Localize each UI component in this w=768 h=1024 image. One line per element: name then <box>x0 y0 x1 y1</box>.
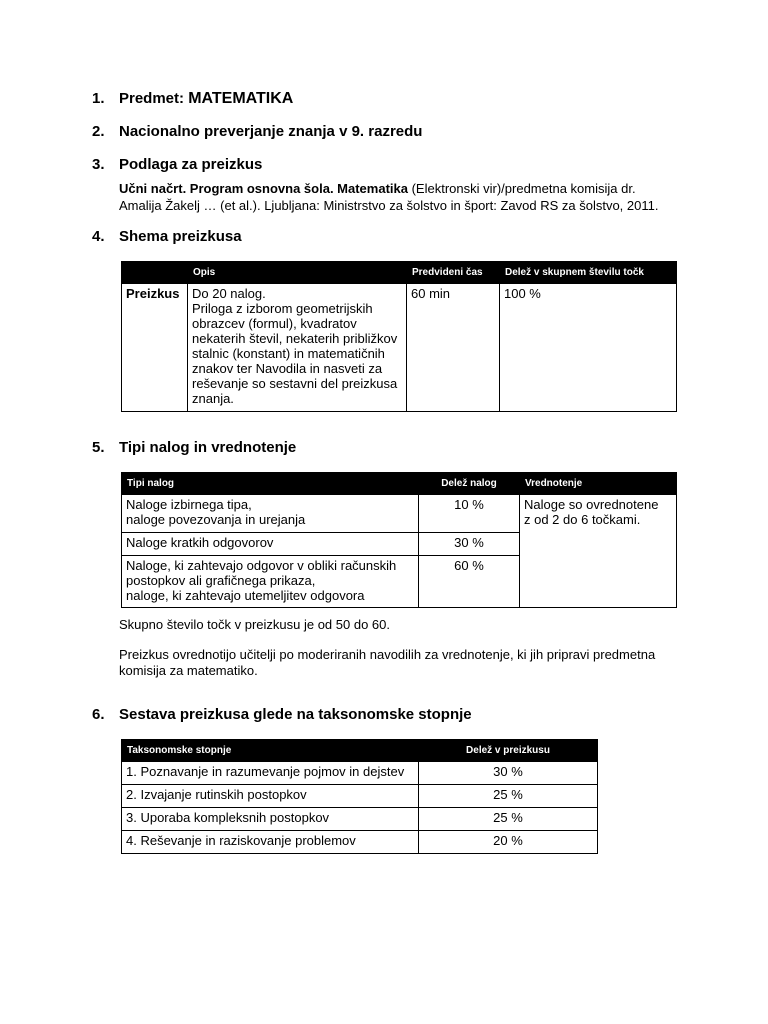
task-type-cell: Naloge izbirnega tipa, naloge povezovanja in urejanja <box>122 495 419 533</box>
scheme-time: 60 min <box>407 284 500 412</box>
task-evaluation-cell: Naloge so ovrednotene z od 2 do 6 točkami. <box>520 495 677 608</box>
taxonomy-header-level: Taksonomske stopnje <box>122 740 419 762</box>
taxonomy-header-share: Delež v preizkusu <box>419 740 598 762</box>
section-number: 3. <box>92 156 105 173</box>
scheme-row-label: Preizkus <box>122 284 188 412</box>
task-header-type: Tipi nalog <box>122 473 419 495</box>
taxonomy-level-cell: 1. Poznavanje in razumevanje pojmov in dejstev <box>122 762 419 785</box>
section-2-heading <box>92 123 422 140</box>
section-1-heading <box>92 90 293 108</box>
subject-name: MATEMATIKA <box>188 90 294 107</box>
scheme-table <box>121 261 677 412</box>
task-type-cell: Naloge kratkih odgovorov <box>122 533 419 556</box>
scheme-header-share: Delež v skupnem številu točk <box>500 262 677 284</box>
taxonomy-share-cell: 25 % <box>419 808 598 831</box>
section-number: 5. <box>92 439 105 456</box>
reference-rest: (Elektronski vir)/predmetna komisija dr. Amalija Žakelj … (et al.). Ljubljana: Ministrstvo za šolstvo in šport: Zavod RS za šolstvo, 2011. <box>119 181 659 213</box>
section-4-heading <box>92 228 242 245</box>
section-5-heading <box>92 439 296 456</box>
section-label: Nacionalno preverjanje znanja v 9. razredu <box>119 123 423 140</box>
section-label: Shema preizkusa <box>119 228 242 245</box>
taxonomy-share-cell: 20 % <box>419 831 598 854</box>
task-share-cell: 60 % <box>419 556 520 608</box>
taxonomy-level-cell: 3. Uporaba kompleksnih postopkov <box>122 808 419 831</box>
task-header-eval: Vrednotenje <box>520 473 677 495</box>
points-note: Skupno število točk v preizkusu je od 50 do 60. <box>119 617 390 632</box>
scheme-header-empty <box>122 262 188 284</box>
task-share-cell: 10 % <box>419 495 520 533</box>
taxonomy-level-cell: 2. Izvajanje rutinskih postopkov <box>122 785 419 808</box>
taxonomy-share-cell: 30 % <box>419 762 598 785</box>
taxonomy-table <box>121 739 598 854</box>
taxonomy-level-cell: 4. Reševanje in raziskovanje problemov <box>122 831 419 854</box>
scheme-header-time: Predvideni čas <box>407 262 500 284</box>
task-types-table <box>121 472 677 608</box>
task-type-cell: Naloge, ki zahtevajo odgovor v obliki računskih postopkov ali grafičnega prikaza, naloge, ki zahtevajo utemeljitev odgovora <box>122 556 419 608</box>
section-label: Podlaga za preizkus <box>119 156 263 173</box>
task-share-cell: 30 % <box>419 533 520 556</box>
section-number: 1. <box>92 90 105 107</box>
grading-note: Preizkus ovrednotijo učitelji po moderiranih navodilih za vrednotenje, ki jih pripravi predmetna komisija za matematiko. <box>119 647 656 678</box>
section-number: 2. <box>92 123 105 140</box>
reference-text <box>119 180 679 214</box>
scheme-description: Do 20 nalog. Priloga z izborom geometrijskih obrazcev (formul), kvadratov nekaterih števil, nekaterih približkov stalnic (konstant) in matematičnih znakov ter Navodila in nasveti za reševanje so sestavni del preizkusa znanja. <box>188 284 407 412</box>
section-label: Predmet: <box>119 90 189 107</box>
section-label: Sestava preizkusa glede na taksonomske stopnje <box>119 706 472 723</box>
taxonomy-share-cell: 25 % <box>419 785 598 808</box>
task-header-share: Delež nalog <box>419 473 520 495</box>
reference-bold: Učni načrt. Program osnovna šola. Matematika <box>119 181 408 196</box>
scheme-header-desc: Opis <box>188 262 407 284</box>
scheme-share: 100 % <box>500 284 677 412</box>
section-3-heading <box>92 156 262 173</box>
section-label: Tipi nalog in vrednotenje <box>119 439 297 456</box>
section-6-heading <box>92 706 472 723</box>
section-number: 6. <box>92 706 105 723</box>
section-number: 4. <box>92 228 105 245</box>
